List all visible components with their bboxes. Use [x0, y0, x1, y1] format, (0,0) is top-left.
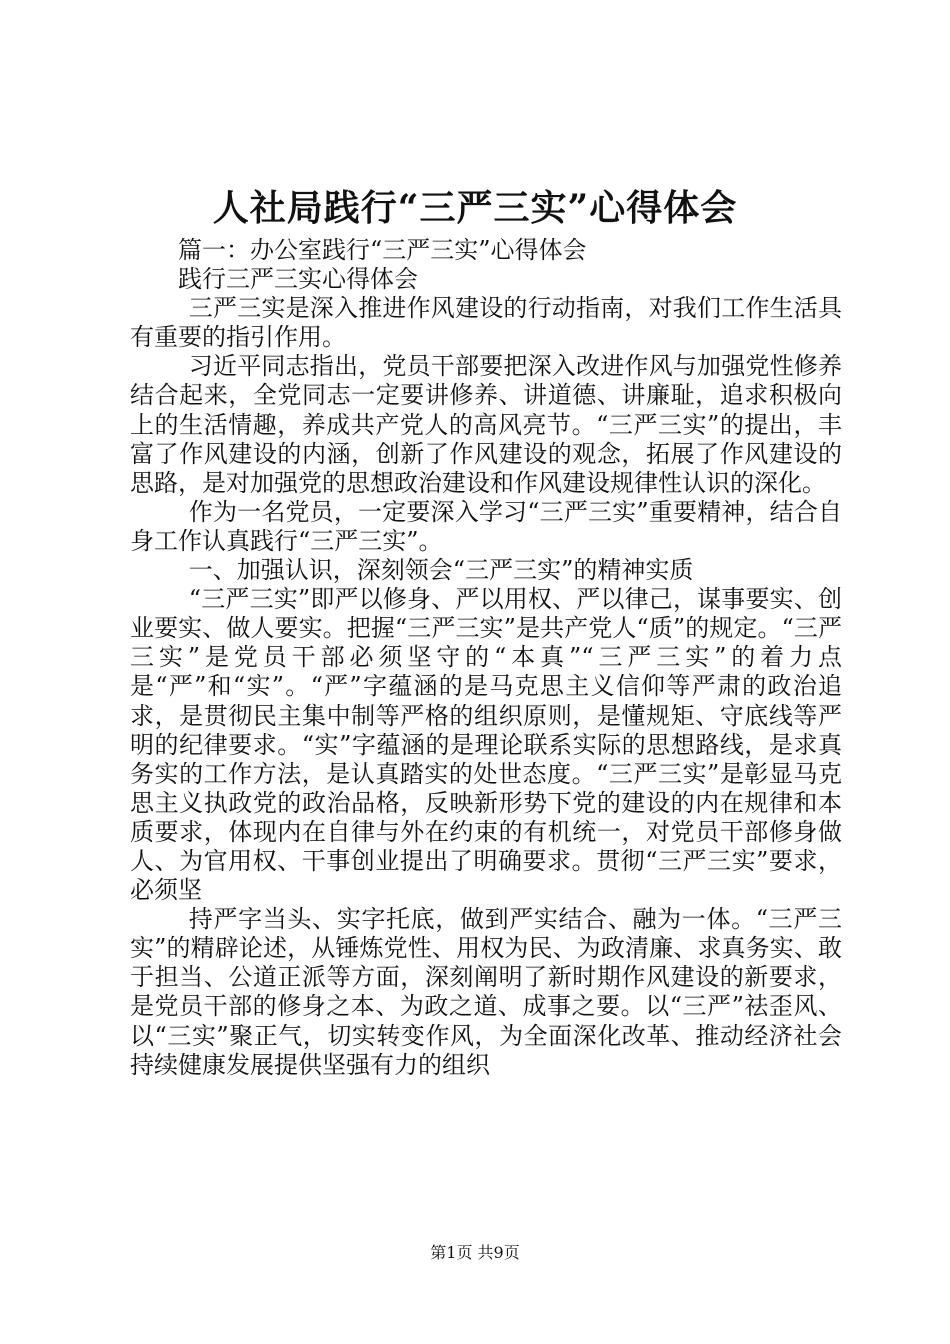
page-number: 第1页 共9页	[430, 1243, 520, 1262]
paragraph: 三严三实是深入推进作风建设的行动指南，对我们工作生活具有重要的指引作用。	[130, 294, 842, 352]
paragraph: 持严字当头、实字托底，做到严实结合、融为一体。“三严三实”的精辟论述，从锤炼党性、用权为民、为政清廉、求真务实、敢于担当、公道正派等方面，深刻阐明了新时期作风建设的新要求，是党员干部的修身之本、为政之道、成事之要。以“三严”祛歪风、以“三实”聚正气，切实转变作风，为全面深化改革、推动经济社会持续健康发展提供坚强有力的组织	[130, 905, 842, 1079]
document-body	[130, 236, 842, 1080]
paragraph: 作为一名党员，一定要深入学习“三严三实”重要精神，结合自身工作认真践行“三严三实”。	[130, 497, 842, 555]
paragraph-section-heading: 篇一：办公室践行“三严三实”心得体会	[178, 236, 587, 264]
paragraph: 习近平同志指出，党员干部要把深入改进作风与加强党性修养结合起来，全党同志一定要讲修养、讲道德、讲廉耻，追求积极向上的生活情趣，养成共产党人的高风亮节。“三严三实”的提出，丰富了作风建设的内涵，创新了作风建设的观念，拓展了作风建设的思路，是对加强党的思想政治建设和作风建设规律性认识的深化。	[130, 352, 842, 497]
document-title: 人社局践行“三严三实”心得体会	[212, 187, 738, 229]
paragraph: “三严三实”即严以修身、严以用权、严以律己，谋事要实、创业要实、做人要实。把握“三严三实”是共产党人“质”的规定。“三严三实”是党员干部必须坚守的“本真”“三严三实”的着力点是“严”和“实”。“严”字蕴涵的是马克思主义信仰等严肃的政治追求，是贯彻民主集中制等严格的组织原则，是懂规矩、守底线等严明的纪律要求。“实”字蕴涵的是理论联系实际的思想路线，是求真务实的工作方法，是认真踏实的处世态度。“三严三实”是彰显马克思主义执政党的政治品格，反映新形势下党的建设的内在规律和本质要求，体现内在自律与外在约束的有机统一，对党员干部修身做人、为官用权、干事创业提出了明确要求。贯彻“三严三实”要求，必须坚	[130, 585, 842, 905]
paragraph-heading: 一、加强认识，深刻领会“三严三实”的精神实质	[188, 556, 694, 585]
paragraph-subtitle: 践行三严三实心得体会	[178, 265, 418, 294]
